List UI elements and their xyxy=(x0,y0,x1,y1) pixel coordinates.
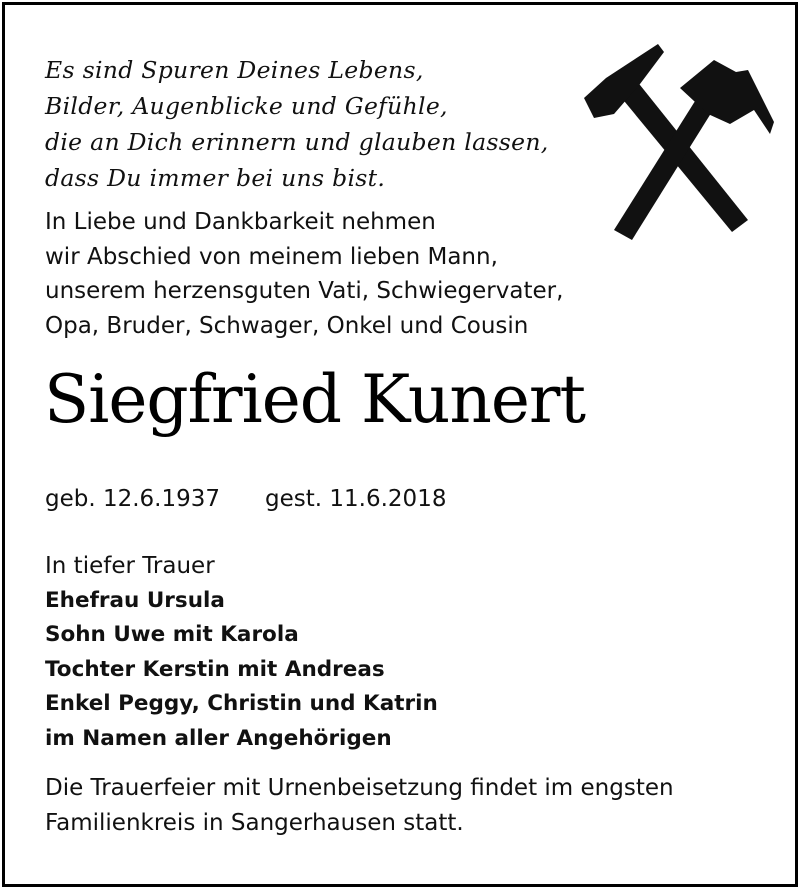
intro-line: wir Abschied von meinem lieben Mann, xyxy=(45,243,498,270)
mourners-block xyxy=(45,549,438,757)
mourner-line: Ehefrau Ursula xyxy=(45,587,225,613)
funeral-notice xyxy=(45,771,674,840)
crossed-hammers-icon xyxy=(584,44,778,240)
mourner-line: Tochter Kerstin mit Andreas xyxy=(45,656,385,682)
verse-line: die an Dich erinnern und glauben lassen, xyxy=(45,128,549,156)
memorial-verse xyxy=(45,52,605,196)
mourning-heading: In tiefer Trauer xyxy=(45,553,215,579)
intro-line: Opa, Bruder, Schwager, Onkel und Cousin xyxy=(45,312,529,339)
mourner-line: im Namen aller Angehörigen xyxy=(45,725,392,751)
mourner-line: Sohn Uwe mit Karola xyxy=(45,622,299,648)
closing-line: Familienkreis in Sangerhausen statt. xyxy=(45,809,464,836)
death-date: gest. 11.6.2018 xyxy=(265,486,447,512)
farewell-intro xyxy=(45,205,605,343)
verse-line: dass Du immer bei uns bist. xyxy=(45,164,386,192)
intro-line: In Liebe und Dankbarkeit nehmen xyxy=(45,209,436,235)
mourner-line: Enkel Peggy, Christin und Katrin xyxy=(45,691,438,717)
closing-line: Die Trauerfeier mit Urnenbeisetzung findet im engsten xyxy=(45,775,674,801)
deceased-name: Siegfried Kunert xyxy=(44,361,586,438)
verse-line: Bilder, Augenblicke und Gefühle, xyxy=(45,92,448,120)
birth-date: geb. 12.6.1937 xyxy=(45,486,221,512)
life-dates xyxy=(45,482,446,516)
verse-line: Es sind Spuren Deines Lebens, xyxy=(45,56,424,84)
intro-line: unserem herzensguten Vati, Schwiegervater, xyxy=(45,278,564,304)
